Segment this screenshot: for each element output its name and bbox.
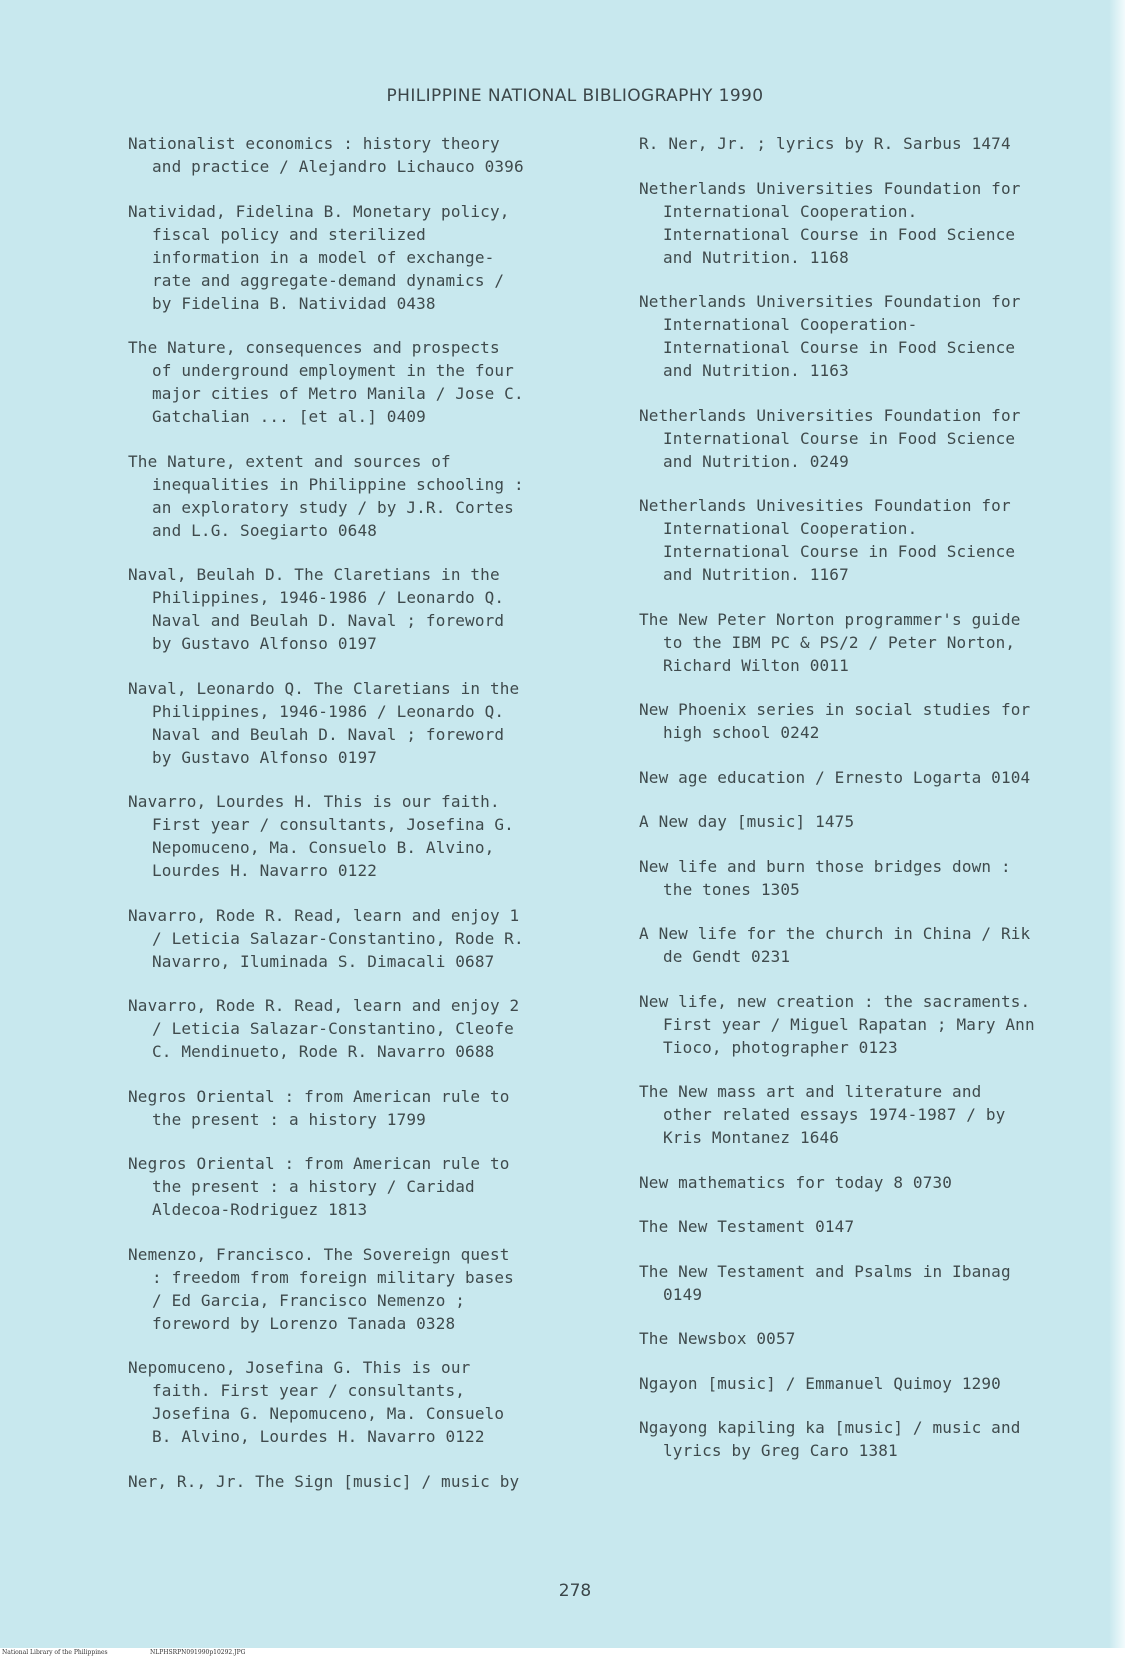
entry-line: 0149 [663,1284,703,1304]
entry-line: New Phoenix series in social studies for [639,700,1031,719]
entry-line: Philippines, 1946-1986 / Leonardo Q. [152,588,505,607]
bibliography-entry [639,1215,1109,1238]
entry-line: A New day [music] 1475 [639,812,855,831]
entry-line: information in a model of exchange- [152,247,495,267]
right-column [639,132,1109,1484]
bibliography-entry [639,766,1109,789]
entry-line: high school 0242 [663,723,820,742]
bibliography-entry [128,1243,596,1335]
footer-library: National Library of the Philippines [2,1649,108,1656]
entry-line: faith. First year / consultants, [152,1381,466,1400]
bibliography-entry [639,922,1109,968]
entry-line: by Gustavo Alfonso 0197 [152,634,378,653]
entry-line: and Nutrition. 1168 [663,247,849,267]
bibliography-entry [128,904,596,973]
entry-line: inequalities in Philippine schooling : [152,474,524,494]
entry-line: The Nature, extent and sources of [128,451,451,471]
entry-line: International Course in Food Science [663,224,1016,244]
entry-line: Navarro, Iluminada S. Dimacali 0687 [152,951,495,971]
footer-file: NLPHSRPN091990p10292.JPG [150,1649,246,1656]
entry-line: A New life for the church in China / Rik [639,924,1031,943]
bibliography-entry [639,1260,1109,1306]
bibliography-entry [128,1356,596,1448]
entry-line: fiscal policy and sterilized [152,224,426,244]
bibliography-entry [128,994,596,1063]
entry-line: and Nutrition. 1167 [663,565,849,584]
entry-line: Netherlands Universities Foundation for [639,178,1021,198]
entry-line: by Fidelina B. Natividad 0438 [152,293,436,313]
page-edge [1109,0,1125,1658]
entry-line: Nationalist economics : history theory [128,134,500,153]
bibliography-entry [639,177,1109,269]
bibliography-entry [128,450,596,542]
entry-line: Aldecoa-Rodriguez 1813 [152,1200,368,1219]
entry-line: Josefina G. Nepomuceno, Ma. Consuelo [152,1404,505,1423]
entry-line: to the IBM PC & PS/2 / Peter Norton, [663,632,1016,652]
entry-line: New age education / Ernesto Logarta 0104 [639,767,1031,787]
bibliography-entry [128,1470,596,1493]
entry-line: Naval, Leonardo Q. The Claretians in the [128,678,520,698]
entry-line: International Course in Food Science [663,338,1016,357]
bibliography-entry [639,132,1109,155]
entry-line: R. Ner, Jr. ; lyrics by R. Sarbus 1474 [639,134,1011,153]
entry-line: Netherlands Univesities Foundation for [639,496,1011,515]
entry-line: The New Testament 0147 [639,1217,855,1236]
bibliography-entry [128,563,596,655]
bibliography-entry [639,810,1109,833]
bibliography-entry [128,1085,596,1131]
scan-footer [0,1648,1125,1658]
entry-line: Netherlands Universities Foundation for [639,405,1021,425]
entry-line: the present : a history / Caridad [152,1177,475,1196]
entry-line: Naval and Beulah D. Naval ; foreword [152,611,505,630]
entry-line: New life, new creation : the sacraments. [639,991,1031,1011]
entry-line: C. Mendinueto, Rode R. Navarro 0688 [152,1042,495,1061]
entry-line: B. Alvino, Lourdes H. Navarro 0122 [152,1427,485,1446]
entry-line: Gatchalian ... [et al.] 0409 [152,407,426,426]
bibliography-entry [639,990,1109,1059]
entry-line: : freedom from foreign military bases [152,1267,514,1287]
entry-line: of underground employment in the four [152,361,514,380]
entry-line: International Cooperation- [663,315,918,334]
entry-line: The Newsbox 0057 [639,1329,796,1348]
entry-line: Negros Oriental : from American rule to [128,1086,510,1106]
entry-line: The Nature, consequences and prospects [128,338,500,357]
entry-line: The New Peter Norton programmer's guide [639,609,1021,629]
entry-line: Navarro, Lourdes H. This is our faith. [128,792,500,811]
bibliography-entry [128,677,596,769]
entry-line: Navarro, Rode R. Read, learn and enjoy 2 [128,996,520,1015]
entry-line: the tones 1305 [663,879,800,899]
entry-line: Richard Wilton 0011 [663,655,849,675]
entry-line: lyrics by Greg Caro 1381 [663,1441,898,1460]
entry-line: the present : a history 1799 [152,1109,426,1129]
entry-line: Ngayon [music] / Emmanuel Quimoy 1290 [639,1373,1001,1393]
entry-line: by Gustavo Alfonso 0197 [152,747,378,767]
entry-line: and practice / Alejandro Lichauco 0396 [152,157,524,176]
bibliography-entry [639,855,1109,901]
entry-line: New life and burn those bridges down : [639,856,1011,876]
entry-line: and L.G. Soegiarto 0648 [152,520,378,540]
bibliography-entry [639,290,1109,382]
entry-line: International Cooperation. [663,519,918,538]
entry-line: Nemenzo, Francisco. The Sovereign quest [128,1244,510,1264]
entry-line: Ner, R., Jr. The Sign [music] / music by [128,1471,520,1491]
entry-line: The New mass art and literature and [639,1082,982,1101]
page-header: PHILIPPINE NATIONAL BIBLIOGRAPHY 1990 [386,86,764,106]
bibliography-entry [128,336,596,428]
bibliography-entry [639,1080,1109,1149]
entry-line: rate and aggregate-demand dynamics / [152,270,505,290]
entry-line: de Gendt 0231 [663,947,791,966]
entry-line: Nepomuceno, Josefina G. This is our [128,1358,471,1377]
bibliography-entry [639,698,1109,744]
left-column [128,132,596,1514]
entry-line: Kris Montanez 1646 [663,1128,840,1147]
entry-line: other related essays 1974-1987 / by [663,1105,1006,1124]
entry-line: New mathematics for today 8 0730 [639,1172,953,1192]
entry-line: foreword by Lorenzo Tanada 0328 [152,1313,456,1333]
entry-line: Lourdes H. Navarro 0122 [152,861,378,880]
entry-line: and Nutrition. 0249 [663,451,849,471]
entry-line: major cities of Metro Manila / Jose C. [152,384,524,403]
entry-line: Nepomuceno, Ma. Consuelo B. Alvino, [152,838,495,857]
page-number: 278 [558,1581,592,1601]
entry-line: and Nutrition. 1163 [663,361,849,380]
entry-line: International Course in Food Science [663,428,1016,448]
entry-line: First year / consultants, Josefina G. [152,815,514,834]
bibliography-entry [639,608,1109,677]
bibliography-entry [639,1327,1109,1350]
entry-line: Netherlands Universities Foundation for [639,292,1021,311]
entry-line: an exploratory study / by J.R. Cortes [152,497,514,517]
entry-line: Philippines, 1946-1986 / Leonardo Q. [152,701,505,721]
entry-line: International Cooperation. [663,201,918,221]
entry-line: Naval and Beulah D. Naval ; foreword [152,724,505,744]
bibliography-entry [639,1416,1109,1462]
entry-line: / Leticia Salazar-Constantino, Rode R. [152,928,524,948]
entry-line: Naval, Beulah D. The Claretians in the [128,565,500,584]
bibliography-entry [128,200,596,315]
entry-line: Tioco, photographer 0123 [663,1037,898,1057]
bibliography-entry [128,132,596,178]
entry-line: International Course in Food Science [663,542,1016,561]
entry-line: / Leticia Salazar-Constantino, Cleofe [152,1019,514,1038]
entry-line: / Ed Garcia, Francisco Nemenzo ; [152,1290,466,1310]
entry-line: Negros Oriental : from American rule to [128,1154,510,1173]
bibliography-entry [639,404,1109,473]
entry-line: Ngayong kapiling ka [music] / music and [639,1418,1021,1437]
bibliography-entry [639,1171,1109,1194]
entry-line: Natividad, Fidelina B. Monetary policy, [128,201,510,221]
bibliography-entry [128,790,596,882]
entry-line: The New Testament and Psalms in Ibanag [639,1261,1011,1281]
bibliography-entry [639,494,1109,586]
bibliography-entry [639,1372,1109,1395]
entry-line: Navarro, Rode R. Read, learn and enjoy 1 [128,905,520,925]
entry-line: First year / Miguel Rapatan ; Mary Ann [663,1014,1035,1034]
bibliography-entry [128,1152,596,1221]
